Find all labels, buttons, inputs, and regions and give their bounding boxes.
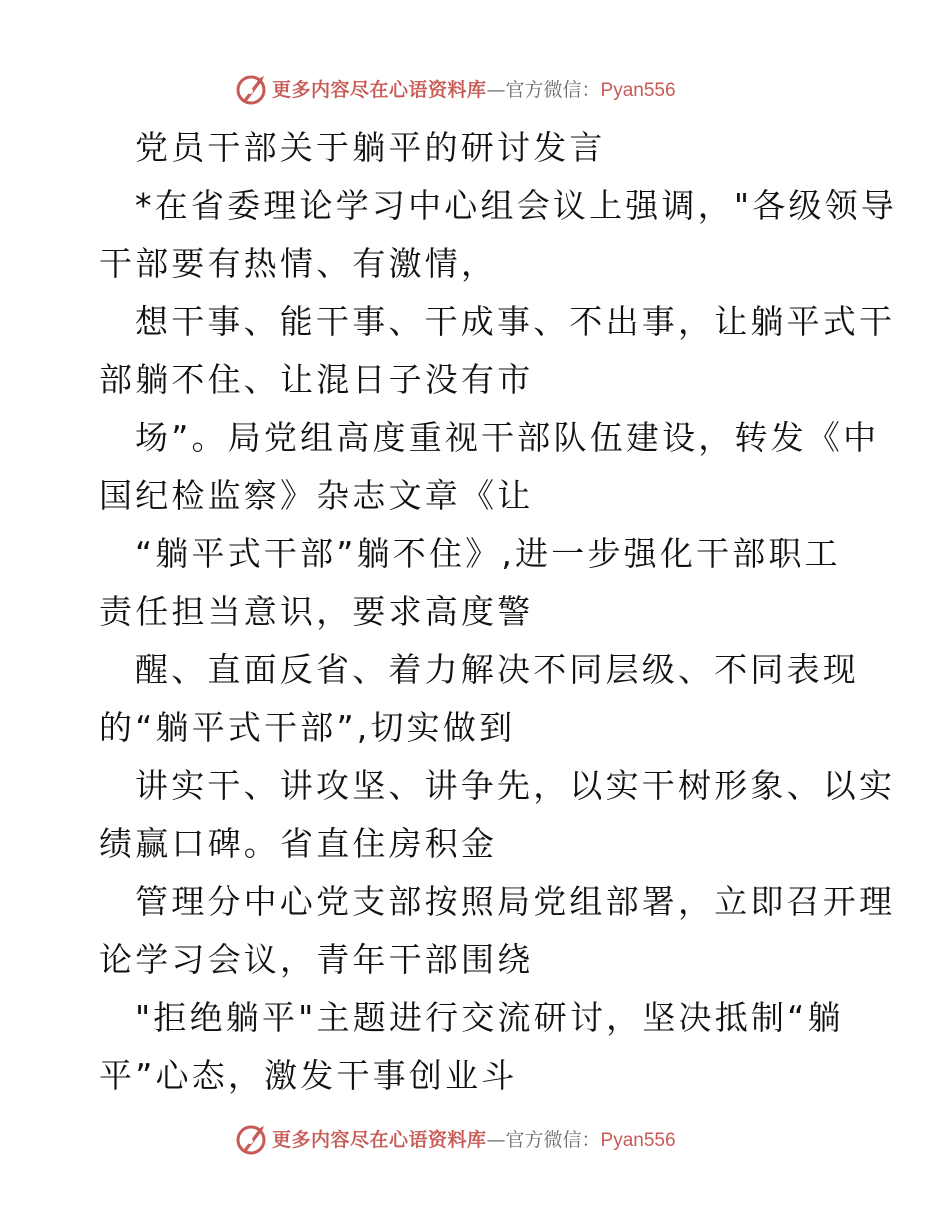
banner-wechat-label: —官方微信： — [486, 1129, 601, 1151]
banner-wechat-id: Pyan556 — [600, 80, 676, 101]
paragraph-line: 绩赢口碑。省直住房积金 — [99, 824, 498, 863]
banner-text — [272, 1128, 676, 1153]
paragraph-line: 干部要有热情、有激情， — [99, 244, 498, 283]
banner-wechat-label: —官方微信： — [486, 79, 601, 101]
banner-site-name: 更多内容尽在心语资料库 — [272, 79, 487, 101]
paragraph-line: 场”。局党组高度重视干部队伍建设，转发《中 — [135, 418, 880, 457]
paragraph-line: 论学习会议，青年干部围绕 — [99, 940, 534, 979]
paragraph-line: 平”心态，激发干事创业斗 — [99, 1056, 518, 1095]
paragraph-line: "拒绝躺平"主题进行交流研讨，坚决抵制“躺 — [135, 998, 844, 1037]
document-title: 党员干部关于躺平的研讨发言 — [135, 128, 606, 167]
paragraph-line: 部躺不住、让混日子没有市 — [99, 360, 534, 399]
banner-wechat-id: Pyan556 — [600, 1130, 676, 1151]
paragraph-line: 责任担当意识，要求高度警 — [99, 592, 534, 631]
paragraph-line: 醒、直面反省、着力解决不同层级、不同表现 — [135, 650, 859, 689]
paragraph-line: *在省委理论学习中心组会议上强调，"各级领导 — [135, 186, 898, 225]
paragraph-line: 的“躺平式干部”,切实做到 — [99, 708, 516, 747]
quill-pen-logo-icon — [234, 72, 268, 106]
paragraph-line: “躺平式干部”躺不住》,进一步强化干部职工 — [135, 534, 841, 573]
banner-text — [272, 78, 676, 103]
quill-pen-logo-icon — [234, 1122, 268, 1156]
banner-site-name: 更多内容尽在心语资料库 — [272, 1129, 487, 1151]
header-banner — [0, 70, 950, 110]
paragraph-line: 管理分中心党支部按照局党组部署，立即召开理 — [135, 882, 896, 921]
paragraph-line: 讲实干、讲攻坚、讲争先，以实干树形象、以实 — [135, 766, 896, 805]
paragraph-line: 想干事、能干事、干成事、不出事，让躺平式干 — [135, 302, 896, 341]
footer-banner — [0, 1120, 950, 1160]
paragraph-line: 国纪检监察》杂志文章《让 — [99, 476, 534, 515]
